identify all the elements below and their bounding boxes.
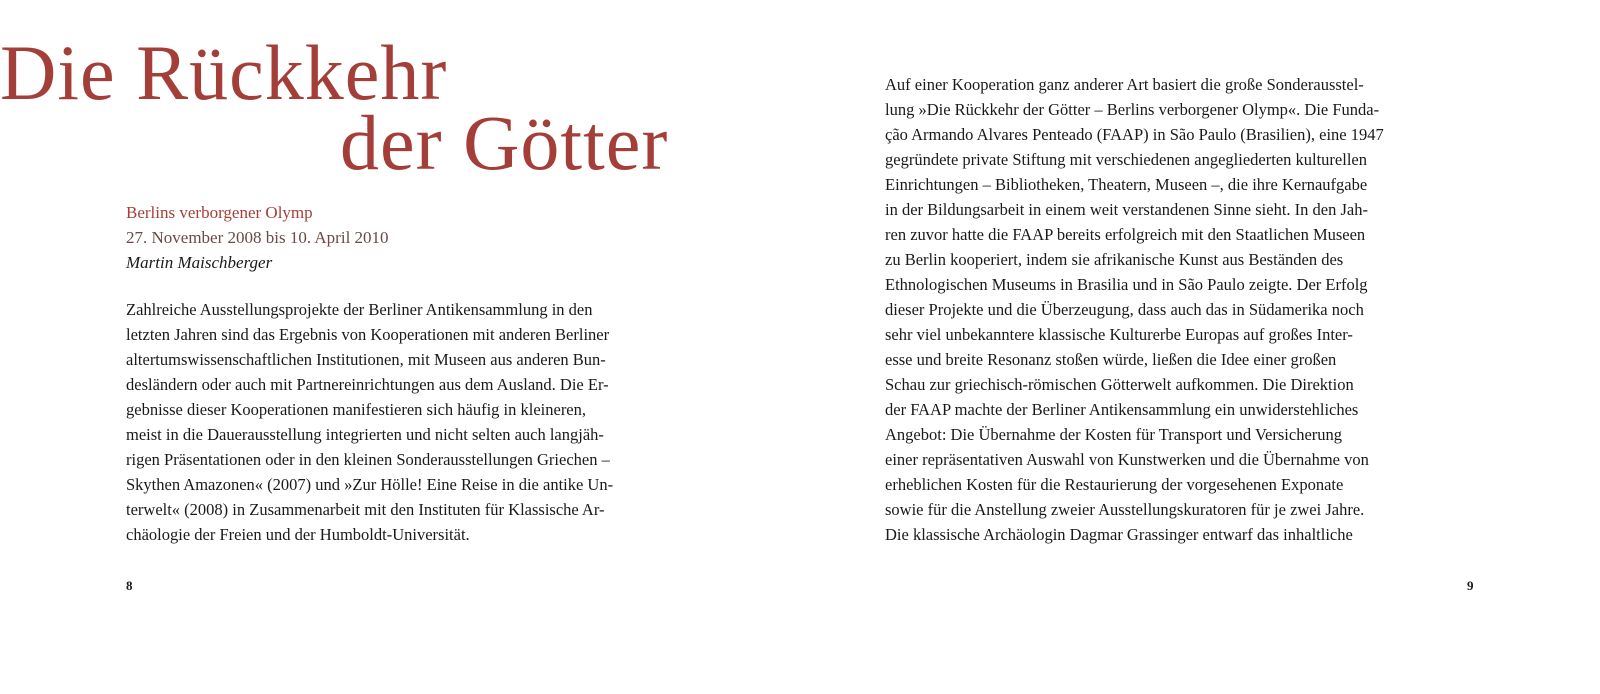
body-line: letzten Jahren sind das Ergebnis von Kooperationen mit anderen Berliner bbox=[126, 325, 610, 344]
body-line: rigen Präsentationen oder in den kleinen Sonderausstellungen Griechen – bbox=[126, 450, 610, 469]
body-line: altertumswissenschaftlichen Institutionen, mit Museen aus anderen Bun- bbox=[126, 350, 606, 369]
body-line: zu Berlin kooperiert, indem sie afrikanische Kunst aus Beständen des bbox=[885, 250, 1344, 269]
body-line: lung »Die Rückkehr der Götter – Berlins verborgener Olymp«. Die Funda- bbox=[885, 100, 1380, 119]
chapter-title bbox=[0, 29, 669, 186]
body-line: Die klassische Archäologin Dagmar Grassinger entwarf das inhaltliche bbox=[885, 525, 1353, 544]
body-line: terwelt« (2008) in Zusammenarbeit mit den Instituten für Klassische Ar- bbox=[126, 500, 605, 519]
body-line: gebnisse dieser Kooperationen manifestieren sich häufig in kleineren, bbox=[126, 400, 587, 419]
body-line: sehr viel unbekanntere klassische Kulturerbe Europas auf großes Inter- bbox=[885, 325, 1353, 344]
chapter-title-line-2: der Götter bbox=[340, 99, 669, 186]
right-page-body bbox=[885, 72, 1485, 547]
page-number-right: 9 bbox=[1467, 578, 1474, 593]
body-line: erheblichen Kosten für die Restaurierung der vorgesehenen Exponate bbox=[885, 475, 1344, 494]
body-line: Ethnologischen Museums in Brasilia und in São Paulo zeigte. Der Erfolg bbox=[885, 275, 1368, 294]
body-line: Angebot: Die Übernahme der Kosten für Transport und Versicherung bbox=[885, 425, 1343, 444]
exhibition-dates: 27. November 2008 bis 10. April 2010 bbox=[126, 228, 389, 247]
page-number-left: 8 bbox=[126, 578, 133, 593]
body-line: Auf einer Kooperation ganz anderer Art basiert die große Sonderausstel- bbox=[885, 75, 1364, 94]
body-line: Skythen Amazonen« (2007) und »Zur Hölle! Eine Reise in die antike Un- bbox=[126, 475, 614, 494]
body-line: in der Bildungsarbeit in einem weit verstandenen Sinne sieht. In den Jah- bbox=[885, 200, 1368, 219]
body-line: desländern oder auch mit Partnereinrichtungen aus dem Ausland. Die Er- bbox=[126, 375, 609, 394]
body-line: der FAAP machte der Berliner Antikensammlung ein unwiderstehliches bbox=[885, 400, 1359, 419]
body-line: esse und breite Resonanz stoßen würde, ließen die Idee einer großen bbox=[885, 350, 1337, 369]
body-line: ren zuvor hatte die FAAP bereits erfolgreich mit den Staatlichen Museen bbox=[885, 225, 1366, 244]
body-line: sowie für die Anstellung zweier Ausstellungskuratoren für je zwei Jahre. bbox=[885, 500, 1365, 519]
chapter-title-line-1: Die Rückkehr bbox=[0, 29, 448, 116]
body-line: Zahlreiche Ausstellungsprojekte der Berliner Antikensammlung in den bbox=[126, 300, 593, 319]
body-line: dieser Projekte und die Überzeugung, dass auch das in Südamerika noch bbox=[885, 300, 1364, 319]
body-line: meist in die Dauerausstellung integrierten und nicht selten auch langjäh- bbox=[126, 425, 604, 444]
chapter-subtitle: Berlins verborgener Olymp bbox=[126, 203, 313, 222]
body-line: ção Armando Alvares Penteado (FAAP) in São Paulo (Brasilien), eine 1947 bbox=[885, 125, 1384, 144]
left-page-body bbox=[126, 297, 726, 547]
body-line: gegründete private Stiftung mit verschiedenen angegliederten kulturellen bbox=[885, 150, 1367, 169]
author-name: Martin Maischberger bbox=[126, 253, 273, 272]
body-line: Einrichtungen – Bibliotheken, Theatern, Museen –, die ihre Kernaufgabe bbox=[885, 175, 1368, 194]
body-line: einer repräsentativen Auswahl von Kunstwerken und die Übernahme von bbox=[885, 450, 1369, 469]
chapter-meta bbox=[126, 200, 389, 275]
body-line: Schau zur griechisch-römischen Götterwelt aufkommen. Die Direktion bbox=[885, 375, 1354, 394]
body-line: chäologie der Freien und der Humboldt-Universität. bbox=[126, 525, 470, 544]
